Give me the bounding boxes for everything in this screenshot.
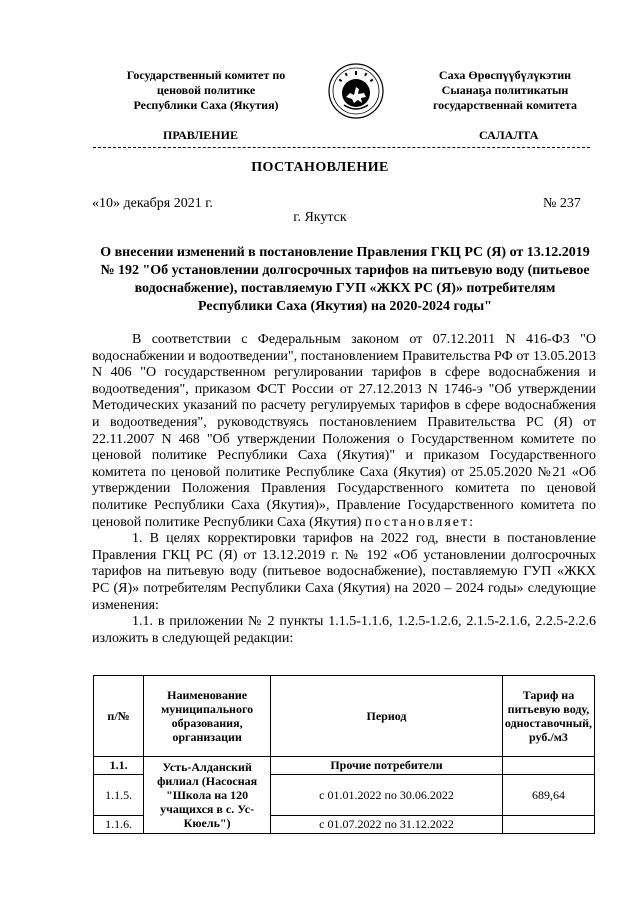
- row-period: с 01.01.2022 по 30.06.2022: [271, 775, 503, 816]
- left-org-line: Республики Саха (Якутия): [133, 98, 279, 112]
- left-organization-name: [98, 68, 314, 113]
- row-number: 1.1.: [94, 757, 144, 775]
- header-period: Период: [271, 676, 503, 757]
- row-tariff: 689,64: [502, 775, 594, 816]
- right-organization-name: [410, 68, 600, 113]
- header-organization: Наименование муниципального образования, организации: [144, 676, 271, 757]
- document-city: г. Якутск: [293, 210, 347, 225]
- right-org-line: Саха Өрөспүүбүлүкэтин: [438, 68, 572, 82]
- header-divider: [93, 147, 590, 148]
- row-period: Прочие потребители: [271, 757, 503, 775]
- coat-of-arms-emblem: [328, 63, 384, 119]
- item-1-1-paragraph: 1.1. в приложении № 2 пункты 1.1.5-1.1.6, 1.2.5-1.2.6, 2.1.5-2.1.6, 2.2.5-2.2.6 изложить в следующей редакции:: [92, 614, 596, 646]
- document-type-title: ПОСТАНОВЛЕНИЕ: [251, 160, 389, 175]
- department-left: ПРАВЛЕНИЕ: [163, 128, 238, 142]
- preamble-paragraph: [92, 332, 596, 531]
- organization-cell: Усть-Алданский филиал (Насосная "Школа на 120 учащихся в с. Ус-Кюель"): [144, 757, 271, 834]
- right-org-line: Сыанаҕа политикатын: [441, 83, 569, 97]
- table-row: [94, 757, 595, 775]
- document-number: № 237: [543, 196, 581, 211]
- document-subject: О внесении изменений в постановление Правления ГКЦ РС (Я) от 13.12.2019 № 192 "Об установлении долгосрочных тарифов на питьевую воду (питьевое водоснабжение), поставляемую ГУП «ЖКХ РС (Я)» потребителям Республики Саха (Якутия) на 2020-2024 годы": [100, 245, 590, 314]
- document-date: «10» декабря 2021 г.: [92, 196, 213, 211]
- row-tariff: [502, 757, 594, 775]
- row-number: 1.1.5.: [94, 775, 144, 816]
- tariff-table: [93, 675, 595, 834]
- table-header-row: [94, 676, 595, 757]
- left-org-line: Государственный комитет по: [126, 68, 286, 82]
- header-tariff: Тариф на питьевую воду, одноставочный, руб./м3: [502, 676, 594, 757]
- department-right: САЛАЛТА: [479, 128, 539, 142]
- row-period: с 01.07.2022 по 31.12.2022: [271, 816, 503, 834]
- document-body: [92, 332, 596, 647]
- header-number: п/№: [94, 676, 144, 757]
- row-number: 1.1.6.: [94, 816, 144, 834]
- item-1-paragraph: 1. В целях корректировки тарифов на 2022 год, внести в постановление Правления ГКЦ РС (Я) от 13.12.2019 г. № 192 «Об установлении долгосрочных тарифов на питьевую воду (питьевое водоснабжение), поставляемую ГУП «ЖКХ РС (Я)» потребителям Республики Саха (Якутия) на 2020 – 2024 годы» следующие изменения:: [92, 531, 596, 613]
- preamble-text: В соответствии с Федеральным законом от 07.12.2011 N 416-ФЗ "О водоснабжении и водоотведении", постановлением Правительства РФ от 13.05.2013 N 406 "О государственном регулировании тарифов в сфере водоснабжения и водоотведения", приказом ФСТ России от 27.12.2013 N 1746-э "Об утверждении Методических указаний по расчету регулируемых тарифов в сфере водоснабжения и водоотведения", руководствуясь постановлением Правительства РС (Я) от 22.11.2007 N 468 "Об утверждении Положения о Государственном комитете по ценовой политике Республики Саха (Якутия)" и приказом Государственного комитета по ценовой политике Республике Саха (Якутия) от 25.05.2020 №21 «Об утверждении Положения Правления Государственного комитета по ценовой политике Республики Саха (Якутия)», Правление Государственного комитета по ценовой политике Республики Саха (Якутия): [92, 332, 596, 530]
- right-org-line: государственнай комитета: [433, 98, 577, 112]
- left-org-line: ценовой политике: [156, 83, 256, 97]
- row-tariff: [502, 816, 594, 834]
- decree-word: постановляет:: [364, 514, 476, 530]
